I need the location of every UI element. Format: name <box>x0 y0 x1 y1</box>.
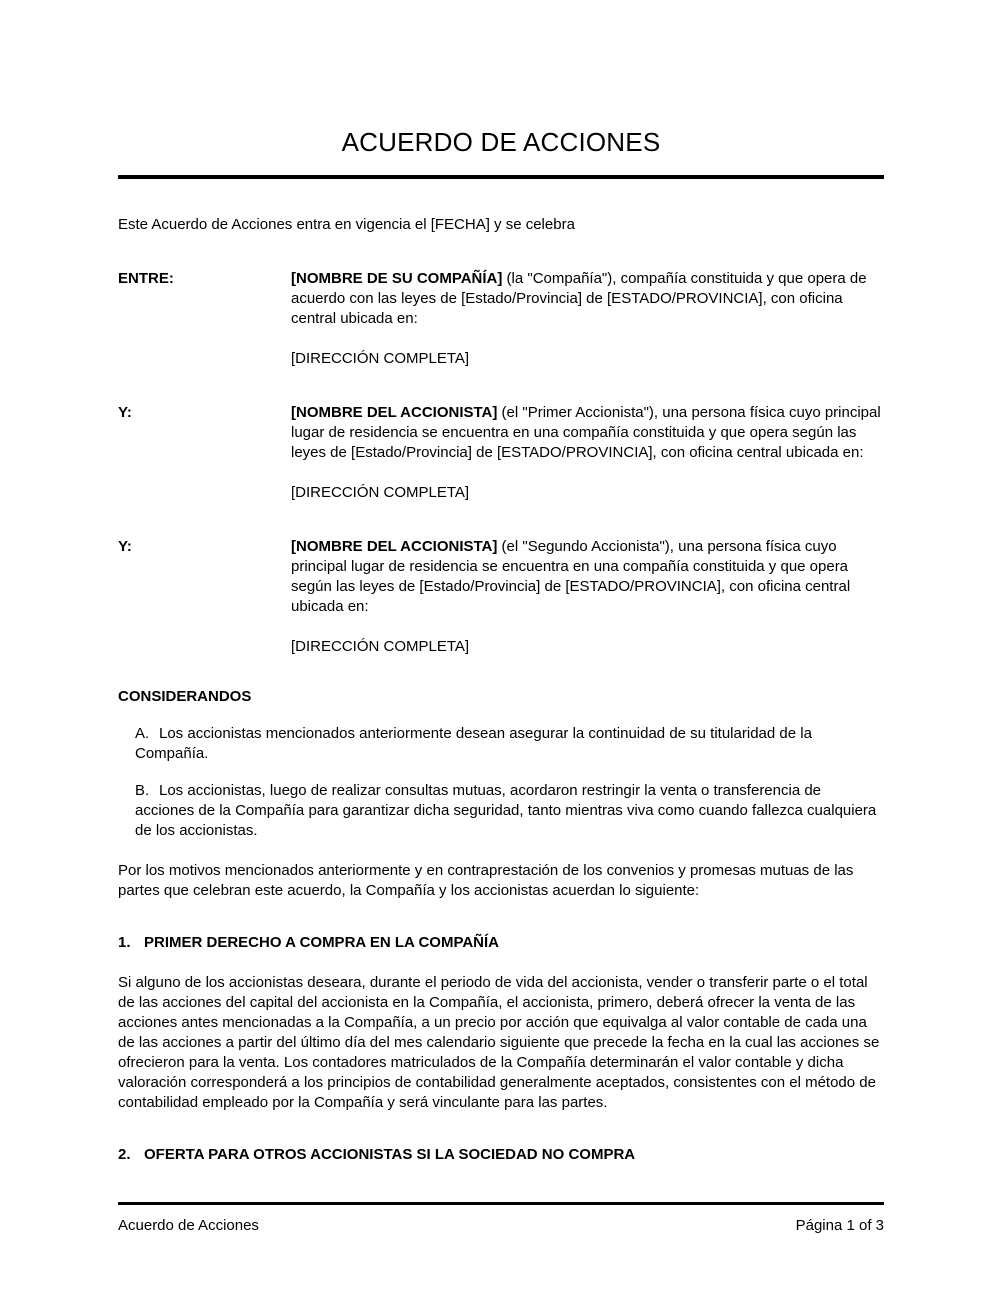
considerandos-heading: CONSIDERANDOS <box>118 687 252 705</box>
intro-paragraph: Este Acuerdo de Acciones entra en vigencia el [FECHA] y se celebra <box>118 215 575 233</box>
considerandos-item-b <box>135 781 884 841</box>
item-marker: B. <box>135 781 150 799</box>
party-description-text: (el "Segundo Accionista"), una persona física cuyo principal lugar de residencia se encuentra en una compañía constituida y que opera según las leyes de [Estado/Provincia] de [ESTADO/PROVINCIA], con oficina central ubicada en: <box>291 537 851 615</box>
section-title: OFERTA PARA OTROS ACCIONISTAS SI LA SOCIEDAD NO COMPRA <box>144 1145 636 1163</box>
party-placeholder-name: [NOMBRE DE SU COMPAÑÍA] <box>291 269 503 287</box>
page-title: ACUERDO DE ACCIONES <box>341 127 661 157</box>
party-address: [DIRECCIÓN COMPLETA] <box>291 483 470 501</box>
party-description-text: (el "Primer Accionista"), una persona física cuyo principal lugar de residencia se encuentra en una compañía constituida y que opera según las leyes de [Estado/Provincia] de [ESTADO/PROVINCIA], con oficina central ubicada en: <box>291 403 881 461</box>
party-body-first-shareholder <box>291 403 884 503</box>
party-placeholder-name: [NOMBRE DEL ACCIONISTA] <box>291 537 498 555</box>
party-address: [DIRECCIÓN COMPLETA] <box>291 349 470 367</box>
party-description <box>291 537 884 617</box>
party-block-second-shareholder <box>118 537 884 657</box>
party-body-second-shareholder <box>291 537 884 657</box>
footer-divider <box>118 1202 884 1205</box>
party-placeholder-name: [NOMBRE DEL ACCIONISTA] <box>291 403 498 421</box>
section-number: 1. <box>118 933 131 951</box>
party-description-text: (la "Compañía"), compañía constituida y que opera de acuerdo con las leyes de [Estado/Provincia] de [ESTADO/PROVINCIA], con oficina central ubicada en: <box>291 269 867 327</box>
section-title: PRIMER DERECHO A COMPRA EN LA COMPAÑÍA <box>144 933 500 951</box>
section-heading-2 <box>118 1145 884 1165</box>
party-label-y-first: Y: <box>118 403 132 421</box>
party-description <box>291 403 884 463</box>
party-block-company <box>118 269 884 369</box>
party-body-company <box>291 269 884 369</box>
item-text: Los accionistas mencionados anteriormente desean asegurar la continuidad de su titularidad de la Compañía. <box>135 724 812 762</box>
item-marker: A. <box>135 724 150 742</box>
document-content <box>118 0 884 1180</box>
party-label-y-second: Y: <box>118 537 132 555</box>
section-paragraph-1: Si alguno de los accionistas deseara, durante el periodo de vida del accionista, vender o transferir parte o el total de las acciones del capital del accionista en la Compañía, el accionista, primero, deberá ofrecer la venta de las acciones antes mencionadas a la Compañía, a un precio por acción que equivalga al valor contable de cada una de las acciones a partir del último día del mes calendario siguiente que precede la fecha en la cual las acciones se ofrecieron para la venta. Los contadores matriculados de la Compañía determinarán el valor contable y dicha valoración corresponderá a los principios de contabilidad generalmente aceptados, consistentes con el método de contabilidad empleado por la Compañía y será vinculante para las partes. <box>118 973 880 1111</box>
page-footer <box>118 1202 884 1236</box>
party-address: [DIRECCIÓN COMPLETA] <box>291 637 470 655</box>
considerandos-item-a <box>135 724 884 764</box>
considerandos-closing-paragraph: Por los motivos mencionados anteriormente y en contraprestación de los convenios y promesas mutuas de las partes que celebran este acuerdo, la Compañía y los accionistas acuerdan lo siguiente: <box>118 861 854 899</box>
section-number: 2. <box>118 1145 131 1163</box>
section-heading-1 <box>118 933 884 953</box>
title-divider <box>118 175 884 179</box>
footer-page-number: Página 1 of 3 <box>795 1217 884 1234</box>
party-block-first-shareholder <box>118 403 884 503</box>
footer-row <box>118 1216 884 1236</box>
item-text: Los accionistas, luego de realizar consultas mutuas, acordaron restringir la venta o transferencia de acciones de la Compañía para garantizar dicha seguridad, tanto mientras viva como cuando fallezca cualquiera de los accionistas. <box>135 781 877 839</box>
party-description <box>291 269 884 329</box>
footer-document-name: Acuerdo de Acciones <box>118 1217 259 1234</box>
party-label-entre: ENTRE: <box>118 269 174 287</box>
